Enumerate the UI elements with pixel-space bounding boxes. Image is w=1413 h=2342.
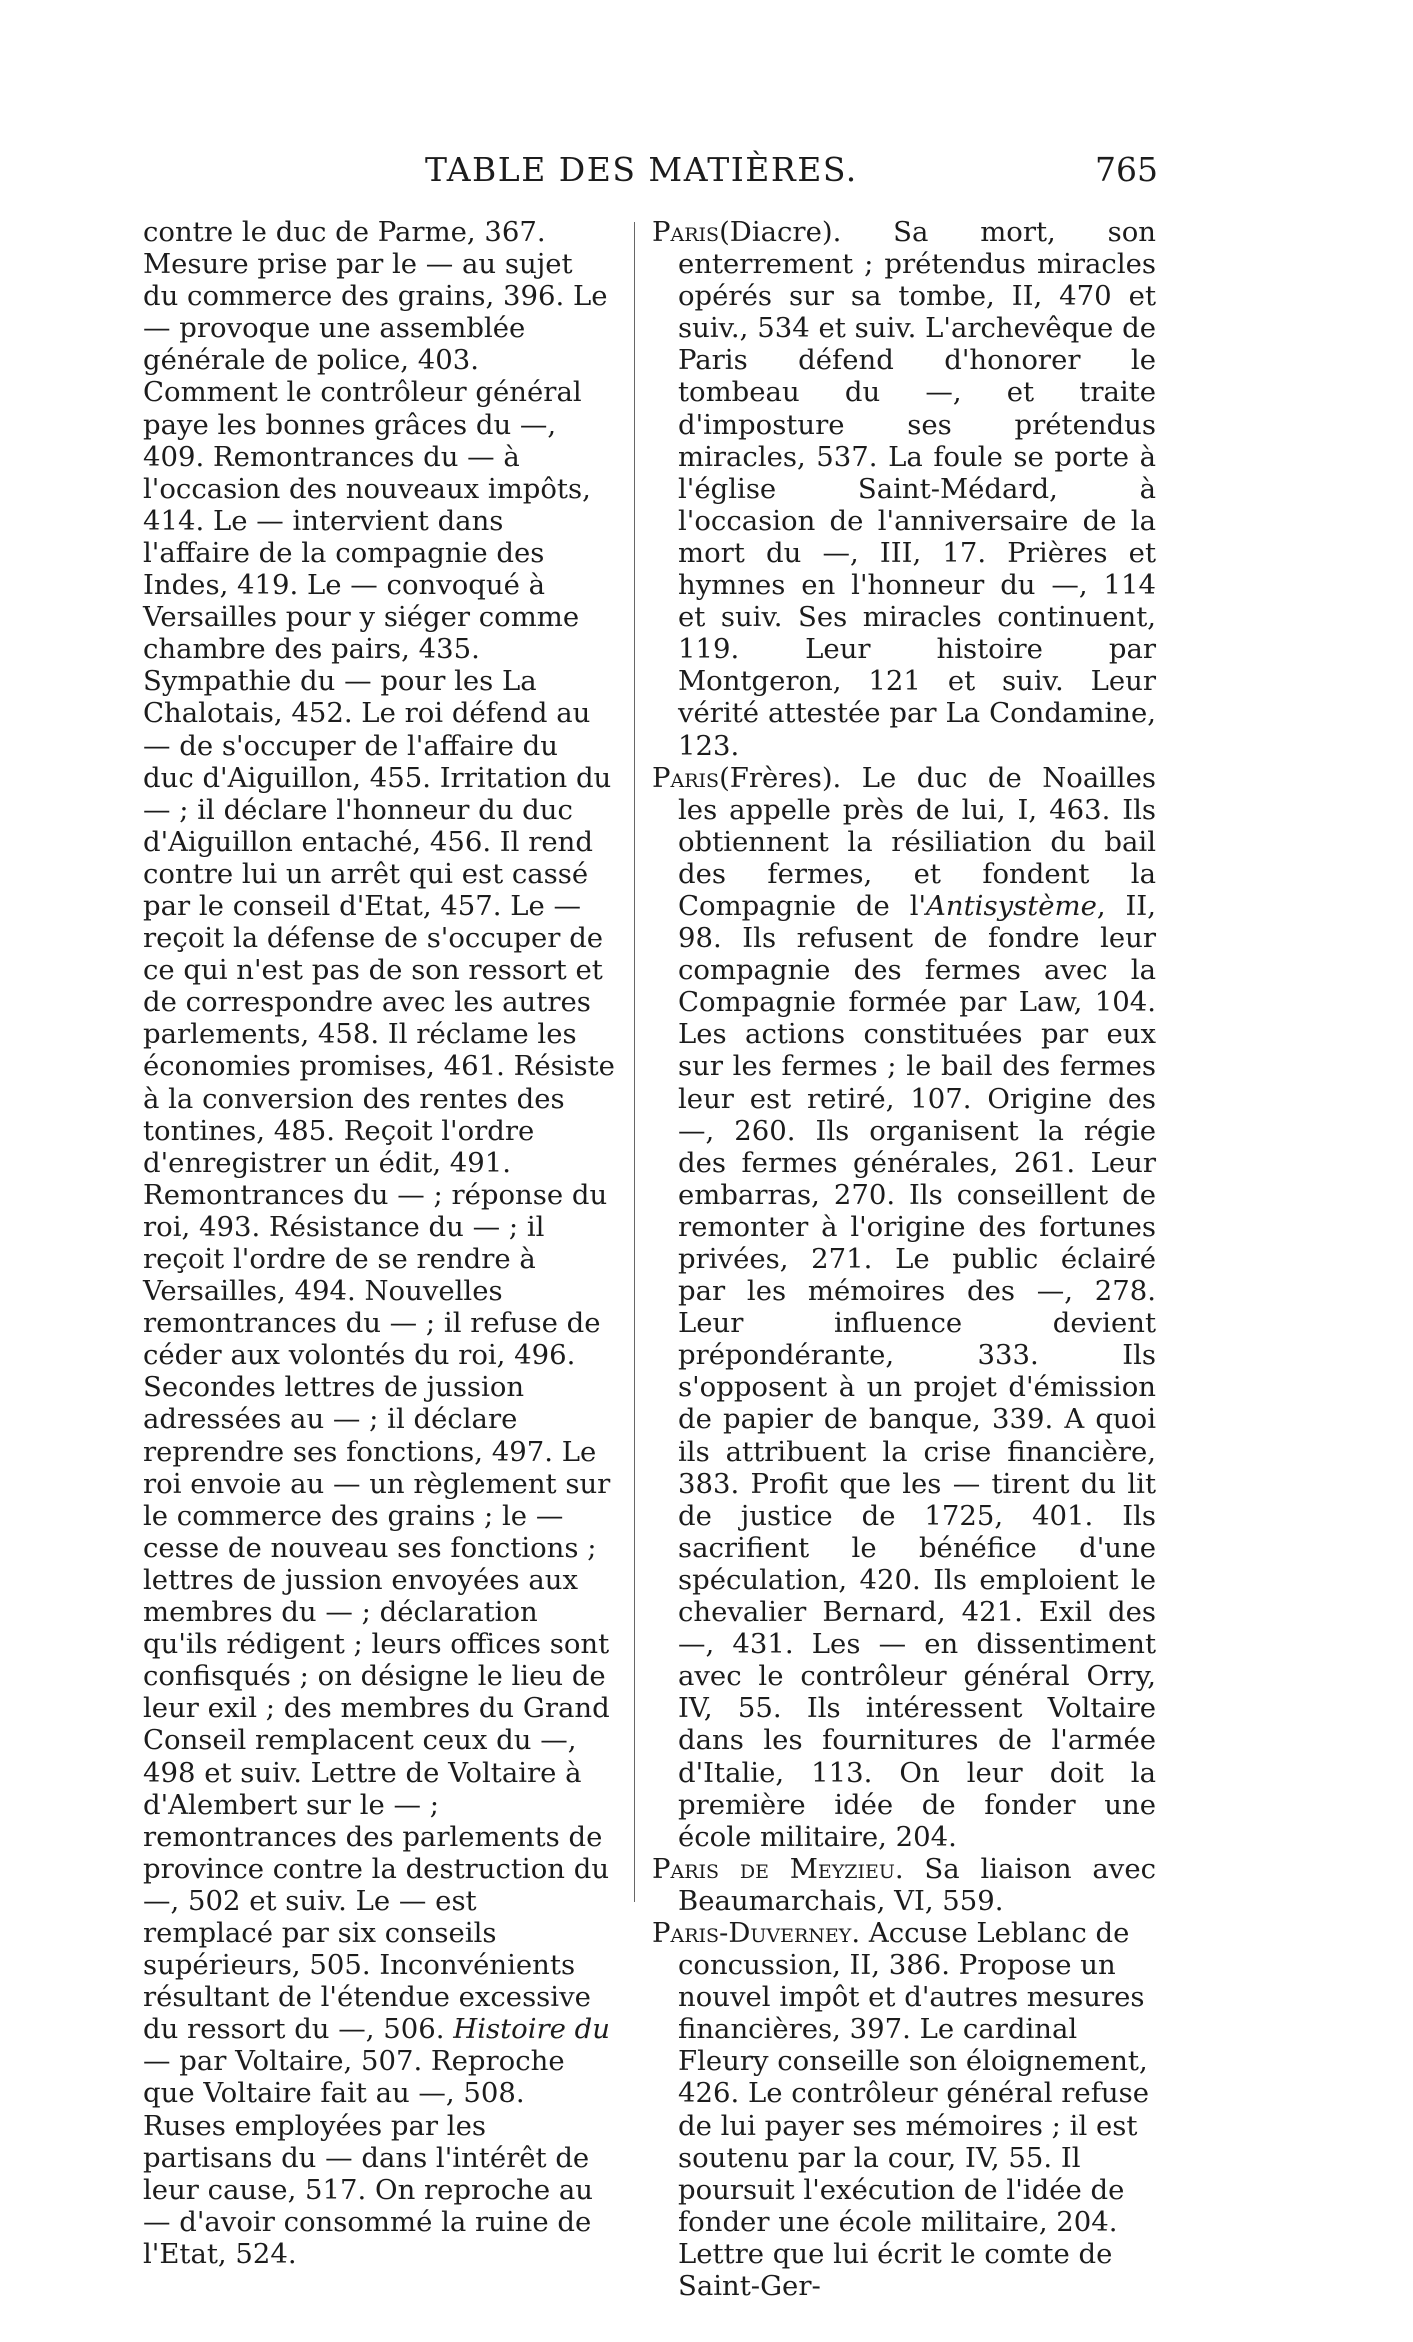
entry-headword: Paris [652, 216, 720, 248]
page-number: 765 [1095, 150, 1158, 189]
entry-text: Accuse Leblanc de concussion, II, 386. Propose un nouvel impôt et d'autres mesures financières, 397. Le cardinal Fleury conseille son éloignement, 426. Le contrôleur général refuse de lui payer ses mémoires ; il est soutenu par la cour, IV, 55. Il poursuit l'exécution de l'idée de fonder une école militaire, 204. Lettre que lui écrit le comte de Saint-Ger- [678, 1916, 1149, 2302]
entry-headword: Paris [652, 761, 720, 794]
index-entry-paris-de-meyzieu [652, 1853, 1156, 1917]
entry-text: Sa liaison avec Beaumarchais, VI, 559. [678, 1852, 1156, 1917]
entry-text: Sa mort, son enterrement ; prétendus miracles opérés sur sa tombe, II, 470 et suiv., 534 et suiv. L'archevêque de Paris défend d'honorer le tombeau du —, et traite d'imposture ses prétendus miracles, 537. La foule se porte à l'église Saint-Médard, à l'occasion de l'anniversaire de la mort du —, III, 17. Prières et hymnes en l'honneur du —, 114 et suiv. Ses miracles continuent, 119. Leur histoire par Montgeron, 121 et suiv. Leur vérité attestée par La Condamine, 123. [678, 216, 1156, 762]
index-entry-paris-freres [652, 762, 1156, 1853]
entry-text-end: — par Voltaire, 507. Reproche que Voltaire fait au —, 508. Ruses employées par les partisans du — dans l'intérêt de leur cause, 517. On reproche au — d'avoir consommé la ruine de l'Etat, 524. [143, 2045, 593, 2270]
page-header [0, 150, 1413, 200]
italic-title: Histoire du [453, 2013, 610, 2046]
right-column [652, 216, 1156, 2302]
entry-headword: Paris-Duverney. [652, 1916, 861, 1949]
entry-text-end: , II, 98. Ils refusent de fondre leur compagnie des fermes avec la Compagnie formée par Law, 104. Les actions constituées par eux sur les fermes ; le bail des fermes leur est retiré, 107. Origine des —, 260. Ils organisent la régie des fermes générales, 261. Leur embarras, 270. Ils conseillent de remonter à l'origine des fortunes privées, 271. Le public éclairé par les mémoires des —, 278. Leur influence devient prépondérante, 333. Ils s'opposent à un projet d'émission de papier de banque, 339. A quoi ils attribuent la crise financière, 383. Profit que les — tirent du lit de justice de 1725, 401. Ils sacrifient le bénéfice d'une spéculation, 420. Ils emploient le chevalier Bernard, 421. Exil des —, 431. Les — en dissentiment avec le contrôleur général Orry, IV, 55. Ils intéressent Voltaire dans les fournitures de l'armée d'Italie, 113. On leur doit la première idée de fonder une école militaire, 204. [678, 889, 1156, 1853]
entry-qualifier: (Frères). [719, 761, 842, 794]
entry-headword: Paris de Meyzieu. [652, 1852, 904, 1885]
entry-qualifier: (Diacre). [719, 216, 842, 248]
italic-title: Antisystème [926, 889, 1097, 922]
entry-text: contre le duc de Parme, 367. Mesure prise par le — au sujet du commerce des grains, 396. Le — provoque une assemblée générale de police, 403. Comment le contrôleur général paye les bonnes grâces du —, 409. Remontrances du — à l'occasion des nouveaux impôts, 414. Le — intervient dans l'affaire de la compagnie des Indes, 419. Le — convoqué à Versailles pour y siéger comme chambre des pairs, 435. Sympathie du — pour les La Chalotais, 452. Le roi défend au — de s'occuper de l'affaire du duc d'Aiguillon, 455. Irritation du — ; il déclare l'honneur du duc d'Aiguillon entaché, 456. Il rend contre lui un arrêt qui est cassé par le conseil d'Etat, 457. Le — reçoit la défense de s'occuper de ce qui n'est pas de son ressort et de correspondre avec les autres parlements, 458. Il réclame les économies promises, 461. Résiste à la conversion des rentes des tontines, 485. Reçoit l'ordre d'enregistrer un édit, 491. Remontrances du — ; réponse du roi, 493. Résistance du — ; il reçoit l'ordre de se rendre à Versailles, 494. Nouvelles remontrances du — ; il refuse de céder aux volontés du roi, 496. Secondes lettres de jussion adressées au — ; il déclare reprendre ses fonctions, 497. Le roi envoie au — un règlement sur le commerce des grains ; le — cesse de nouveau ses fonctions ; lettres de jussion envoyées aux membres du — ; déclaration qu'ils rédigent ; leurs offices sont confisqués ; on désigne le lieu de leur exil ; des membres du Grand Conseil remplacent ceux du —, 498 et suiv. Lettre de Voltaire à d'Alembert sur le — ; remontrances des parlements de province contre la destruction du —, 502 et suiv. Le — est remplacé par six conseils supérieurs, 505. Inconvénients résultant de l'étendue excessive du ressort du —, 506. [143, 216, 615, 2046]
left-column [143, 216, 615, 2270]
index-entry-continuation [143, 216, 615, 2270]
running-title: TABLE DES MATIÈRES. [425, 150, 858, 189]
entry-text: Le duc de Noailles les appelle près de lui, I, 463. Ils obtiennent la résiliation du bail des fermes, et fondent la Compagnie de l' [678, 761, 1156, 922]
index-entry-paris-diacre [652, 216, 1156, 762]
index-entry-paris-duverney [652, 1917, 1156, 2302]
column-divider [634, 222, 635, 1902]
